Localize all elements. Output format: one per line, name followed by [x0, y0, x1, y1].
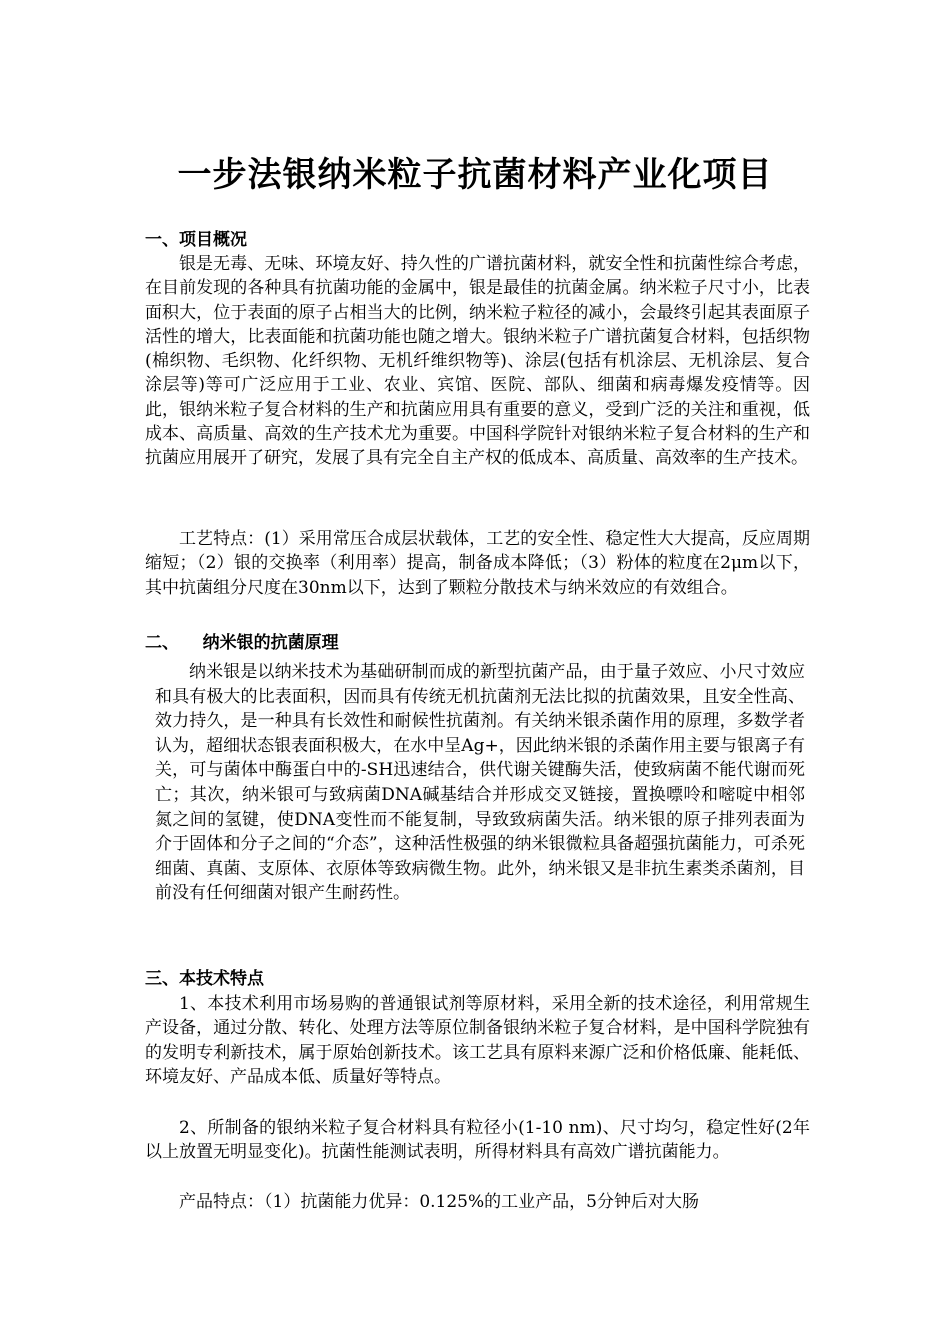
overview-paragraph: 银是无毒、无味、环境友好、持久性的广谱抗菌材料，就安全性和抗菌性综合考虑，在目前发现的各种具有抗菌功能的金属中，银是最佳的抗菌金属。纳米粒子尺寸小，比表面积大，位于表面的原子占相当大的比例，纳米粒子粒径的减小，会最终引起其表面原子活性的增大，比表面能和抗菌功能也随之增大。银纳米粒子广谱抗菌复合材料，包括织物(棉织物、毛织物、化纤织物、无机纤维织物等)、涂层(包括有机涂层、无机涂层、复合涂层等)等可广泛应用于工业、农业、宾馆、医院、部队、细菌和病毒爆发疫情等。因此，银纳米粒子复合材料的生产和抗菌应用具有重要的意义，受到广泛的关注和重视，低成本、高质量、高效的生产技术尤为重要。中国科学院针对银纳米粒子复合材料的生产和抗菌应用展开了研究，发展了具有完全自主产权的低成本、高质量、高效率的生产技术。	[145, 254, 810, 469]
section-heading-tech-features: 三、本技术特点	[145, 969, 264, 989]
document-title: 一步法银纳米粒子抗菌材料产业化项目	[177, 155, 773, 195]
section-heading-principle: 二、 纳米银的抗菌原理	[145, 633, 339, 653]
process-features-paragraph: 工艺特点：(1）采用常压合成层状载体，工艺的安全性、稳定性大大提高，反应周期缩短；（2）银的交换率（利用率）提高，制备成本降低；（3）粉体的粒度在2μm以下，其中抗菌组分尺度在30nm以下，达到了颗粒分散技术与纳米效应的有效组合。	[145, 529, 810, 598]
tech-feature-paragraph-2: 2、所制备的银纳米粒子复合材料具有粒径小(1-10 nm)、尺寸均匀，稳定性好(2年以上放置无明显变化)。抗菌性能测试表明，所得材料具有高效广谱抗菌能力。	[145, 1118, 810, 1163]
product-features-paragraph: 产品特点：（1）抗菌能力优异：0.125%的工业产品，5分钟后对大肠	[179, 1192, 699, 1212]
tech-feature-paragraph-1: 1、本技术利用市场易购的普通银试剂等原材料，采用全新的技术途径，利用常规生产设备，通过分散、转化、处理方法等原位制备银纳米粒子复合材料，是中国科学院独有的发明专利新技术，属于原始创新技术。该工艺具有原料来源广泛和价格低廉、能耗低、环境友好、产品成本低、质量好等特点。	[145, 994, 810, 1087]
principle-paragraph: 纳米银是以纳米技术为基础研制而成的新型抗菌产品，由于量子效应、小尺寸效应和具有极大的比表面积，因而具有传统无机抗菌剂无法比拟的抗菌效果，且安全性高、效力持久，是一种具有长效性和耐候性抗菌剂。有关纳米银杀菌作用的原理，多数学者认为，超细状态银表面积极大，在水中呈Ag+，因此纳米银的杀菌作用主要与银离子有关，可与菌体中酶蛋白中的-SH迅速结合，供代谢关键酶失活，使致病菌不能代谢而死亡；其次，纳米银可与致病菌DNA碱基结合并形成交叉链接，置换嘌呤和嘧啶中相邻氮之间的氢键，使DNA变性而不能复制，导致致病菌失活。纳米银的原子排列表面为介于固体和分子之间的“介态”，这种活性极强的纳米银微粒具备超强抗菌能力，可杀死细菌、真菌、支原体、衣原体等致病微生物。此外，纳米银又是非抗生素类杀菌剂，目前没有任何细菌对银产生耐药性。	[155, 662, 805, 904]
section-heading-overview: 一、项目概况	[145, 230, 247, 250]
